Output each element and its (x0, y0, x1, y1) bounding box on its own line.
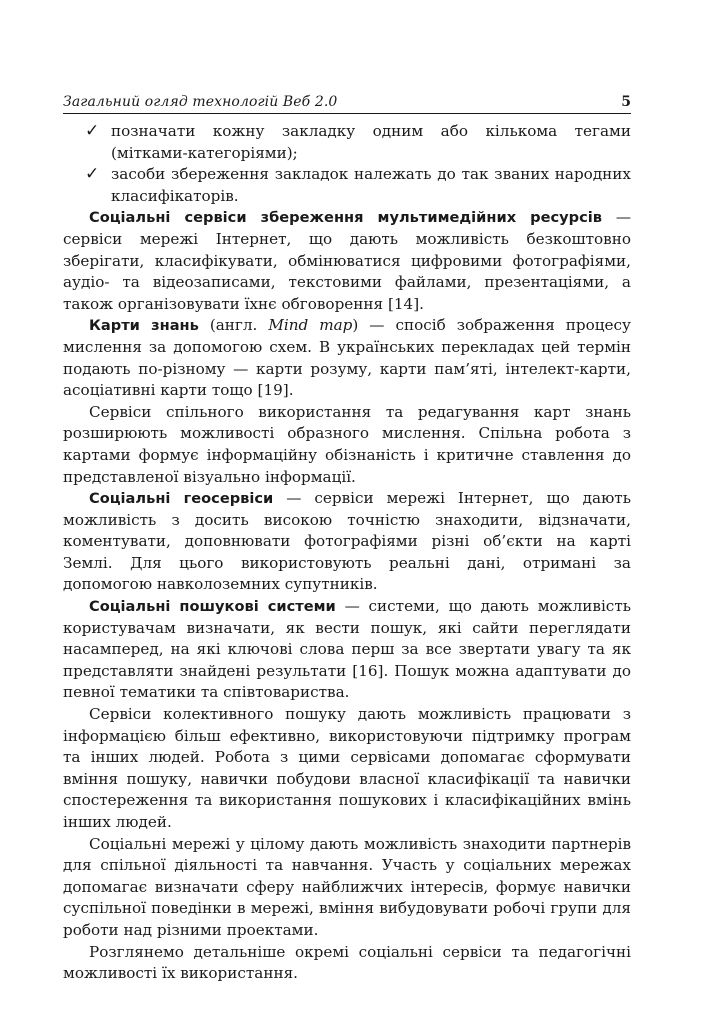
bullet-text: позначати кожну закладку одним або кількома тегами (мітками-категоріями); (111, 122, 631, 162)
running-header (63, 88, 631, 114)
checkmark-icon: ✓ (85, 121, 100, 141)
paragraph-mind-maps (63, 315, 631, 401)
checkmark-icon: ✓ (85, 164, 100, 185)
paragraph-collective-search (63, 704, 631, 834)
paragraph-social-networks (63, 834, 631, 942)
term-english: Mind map (268, 316, 353, 335)
paragraph-geoservices (63, 488, 631, 596)
paragraph-multimedia-services (63, 207, 631, 315)
paragraph-text: Сервіси колективного пошуку дають можливість працювати з інформацією більш ефективно, використовуючи підтримку програм та інших людей. Робота з цими сервісами допомагає сформувати вміння пошуку, навички побудови власної класифікації та навички спостереження та використання пошукових і класифікаційних вмінь інших людей. (63, 705, 631, 831)
paragraph-text: — системи, що дають можливість користувачам визначати, як вести пошук, які сайти переглядати насамперед, на які ключові слова перш за все звертати увагу та як представляти знайдені результати [16]. Пошук можна адаптувати до певної тематики та співтовариства. (63, 597, 631, 702)
paragraph-text: — сервіси мережі Інтернет, що дають можливість безкоштовно зберігати, класифікувати, обмінюватися цифровими фотографіями, аудіо- та відеозаписами, текстовими файлами, презентаціями, а також організовувати їхнє обговорення [14]. (63, 208, 632, 313)
paragraph-text: — сервіси мережі Інтернет, що дають можливість з досить високою точністю знаходити, відзначати, коментувати, доповнювати фотографіями різні об’єкти на карті Землі. Для цього використовують реальні дані, отримані за допомогою навколоземних супутників. (63, 489, 631, 594)
paragraph-text: Розглянемо детальніше окремі соціальні сервіси та педагогічні можливості їх використання. (63, 942, 631, 983)
term-geoservices: Соціальні геосервіси (89, 490, 274, 508)
paragraph-conclusion (63, 942, 631, 985)
bullet-item (63, 121, 631, 164)
paragraph-search-systems (63, 596, 631, 704)
bullet-item (63, 164, 631, 207)
page-number: 5 (621, 94, 631, 110)
running-header-title: Загальний огляд технологій Веб 2.0 (63, 94, 338, 110)
page-body (63, 121, 631, 985)
term-search-systems: Соціальні пошукові системи (89, 598, 336, 616)
book-page (63, 88, 631, 985)
paragraph-mind-map-services (63, 402, 631, 488)
bullet-text: засоби збереження закладок належать до так званих народних класифікаторів. (111, 165, 631, 205)
term-multimedia-services: Соціальні сервіси збереження мультимедійних ресурсів (89, 209, 603, 227)
paragraph-text: Соціальні мережі у цілому дають можливість знаходити партнерів для спільної діяльності та навчання. Участь у соціальних мережах допомагає визначати сферу найближчих інтересів, формує навички суспільної поведінки в мережі, вміння вибудовувати робочі групи для роботи над різними проектами. (63, 834, 631, 939)
paragraph-text: ) — спосіб зображення процесу мислення за допомогою схем. В українських перекладах цей термін подають по-різному — карти розуму, карти пам’яті, інтелект-карти, асоціативні карти тощо [19]. (63, 316, 631, 400)
term-mind-maps: Карти знань (89, 317, 199, 335)
paragraph-text: (англ. (198, 316, 269, 335)
paragraph-text: Сервіси спільного використання та редагування карт знань розширюють можливості образного мислення. Спільна робота з картами формує інформаційну обізнаність і критичне ставлення до представленої візуально інформації. (63, 402, 631, 486)
